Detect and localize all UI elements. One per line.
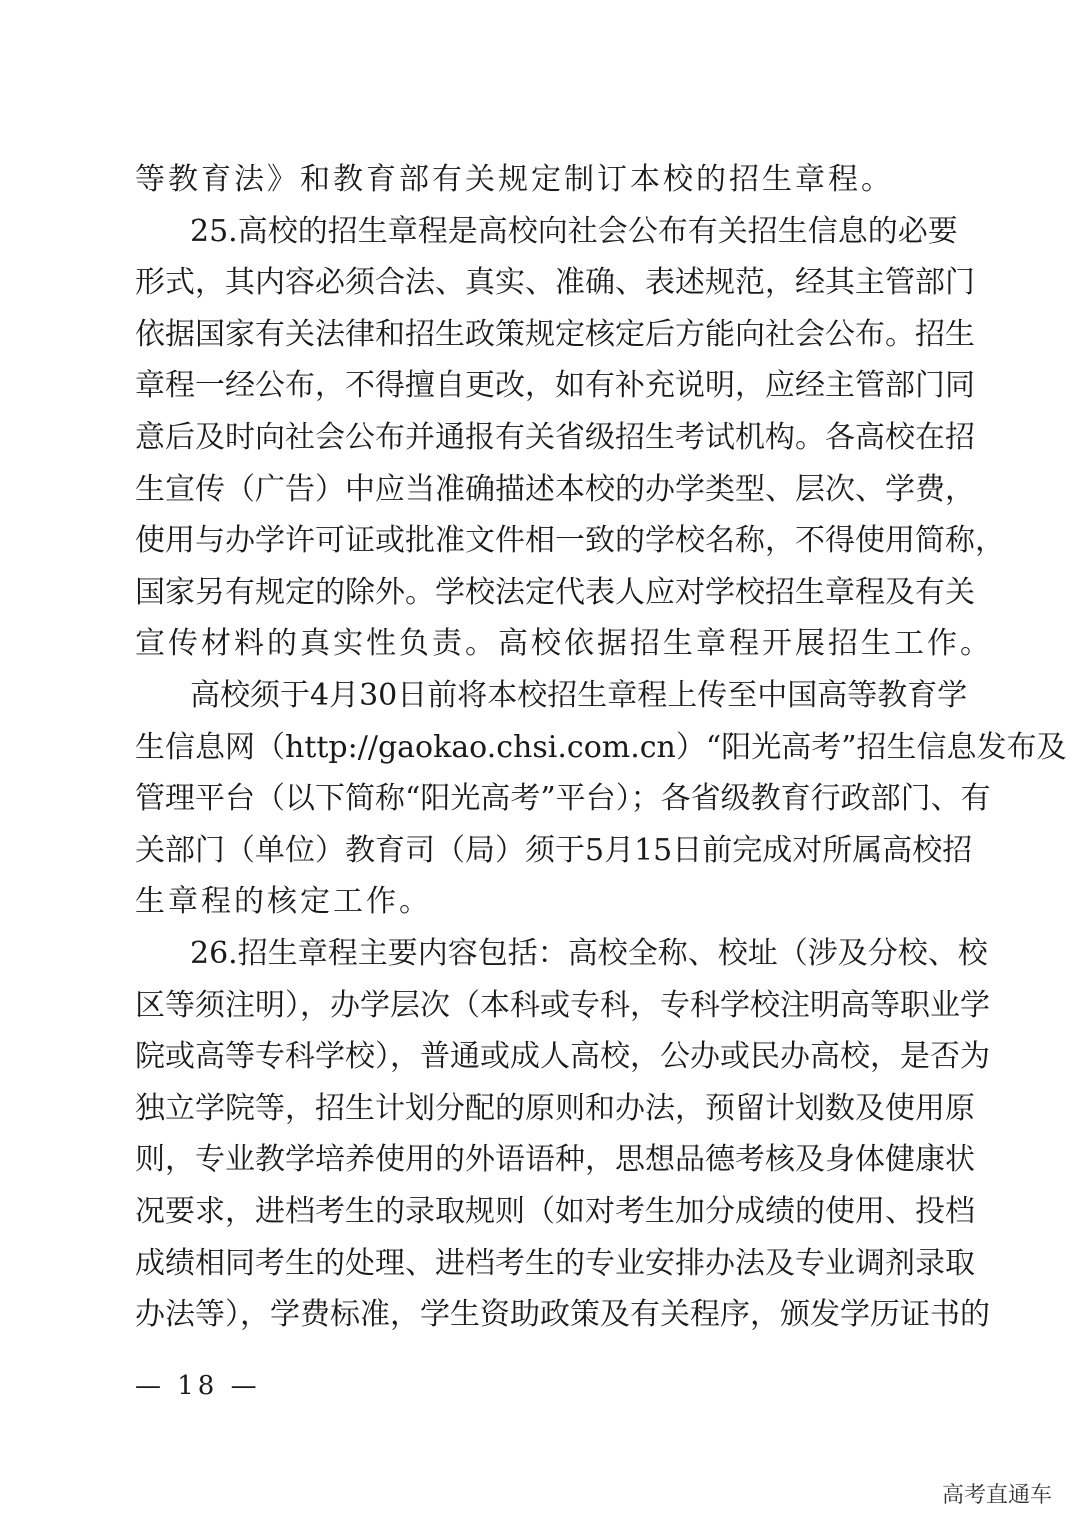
text-line: 成绩相同考生的处理、进档考生的专业安排办法及专业调剂录取: [135, 1245, 975, 1281]
text-line: 高校须于4月30日前将本校招生章程上传至中国高等教育学: [190, 678, 968, 713]
text-line: 管理平台（以下简称“阳光高考”平台）；各省级教育行政部门、有: [135, 781, 991, 817]
text-line: 章程一经公布，不得擅自更改，如有补充说明，应经主管部门同: [135, 368, 975, 404]
text-line: 依据国家有关法律和招生政策规定核定后方能向社会公布。招生: [135, 316, 975, 352]
text-line: 26.招生章程主要内容包括：高校全称、校址（涉及分校、校: [190, 936, 988, 971]
text-line: 使用与办学许可证或批准文件相一致的学校名称，不得使用简称，: [135, 523, 1005, 559]
page-number: — 18 —: [135, 1371, 261, 1401]
text-line: 关部门（单位）教育司（局）须于5月15日前完成对所属高校招: [135, 832, 973, 868]
text-line: 独立学院等，招生计划分配的原则和办法，预留计划数及使用原: [135, 1090, 975, 1126]
text-line: 区等须注明），办学层次（本科或专科，专科学校注明高等职业学: [135, 987, 990, 1023]
text-line: 宣传材料的真实性负责。高校依据招生章程开展招生工作。: [135, 626, 993, 662]
text-line: 生章程的核定工作。: [135, 884, 432, 920]
text-line: 况要求，进档考生的录取规则（如对考生加分成绩的使用、投档: [135, 1194, 975, 1229]
text-line: 意后及时向社会公布并通报有关省级招生考试机构。各高校在招: [135, 420, 975, 455]
text-line: 生信息网（http://gaokao.chsi.com.cn）“阳光高考”招生信息发布及: [135, 729, 1067, 765]
text-line: 等教育法》和教育部有关规定制订本校的招生章程。: [135, 162, 894, 197]
text-line: 国家另有规定的除外。学校法定代表人应对学校招生章程及有关: [135, 574, 975, 610]
text-line: 生宣传（广告）中应当准确描述本校的办学类型、层次、学费，: [135, 471, 975, 507]
text-line: 院或高等专科学校），普通或成人高校，公办或民办高校，是否为: [135, 1039, 990, 1075]
text-line: 25.高校的招生章程是高校向社会公布有关招生信息的必要: [190, 213, 958, 249]
text-line: 办法等），学费标准，学生资助政策及有关程序，颁发学历证书的: [135, 1297, 990, 1333]
text-line: 形式，其内容必须合法、真实、准确、表述规范，经其主管部门: [135, 265, 975, 301]
text-line: 则，专业教学培养使用的外语语种，思想品德考核及身体健康状: [135, 1142, 975, 1178]
watermark: 高考直通车: [941, 1483, 1052, 1508]
